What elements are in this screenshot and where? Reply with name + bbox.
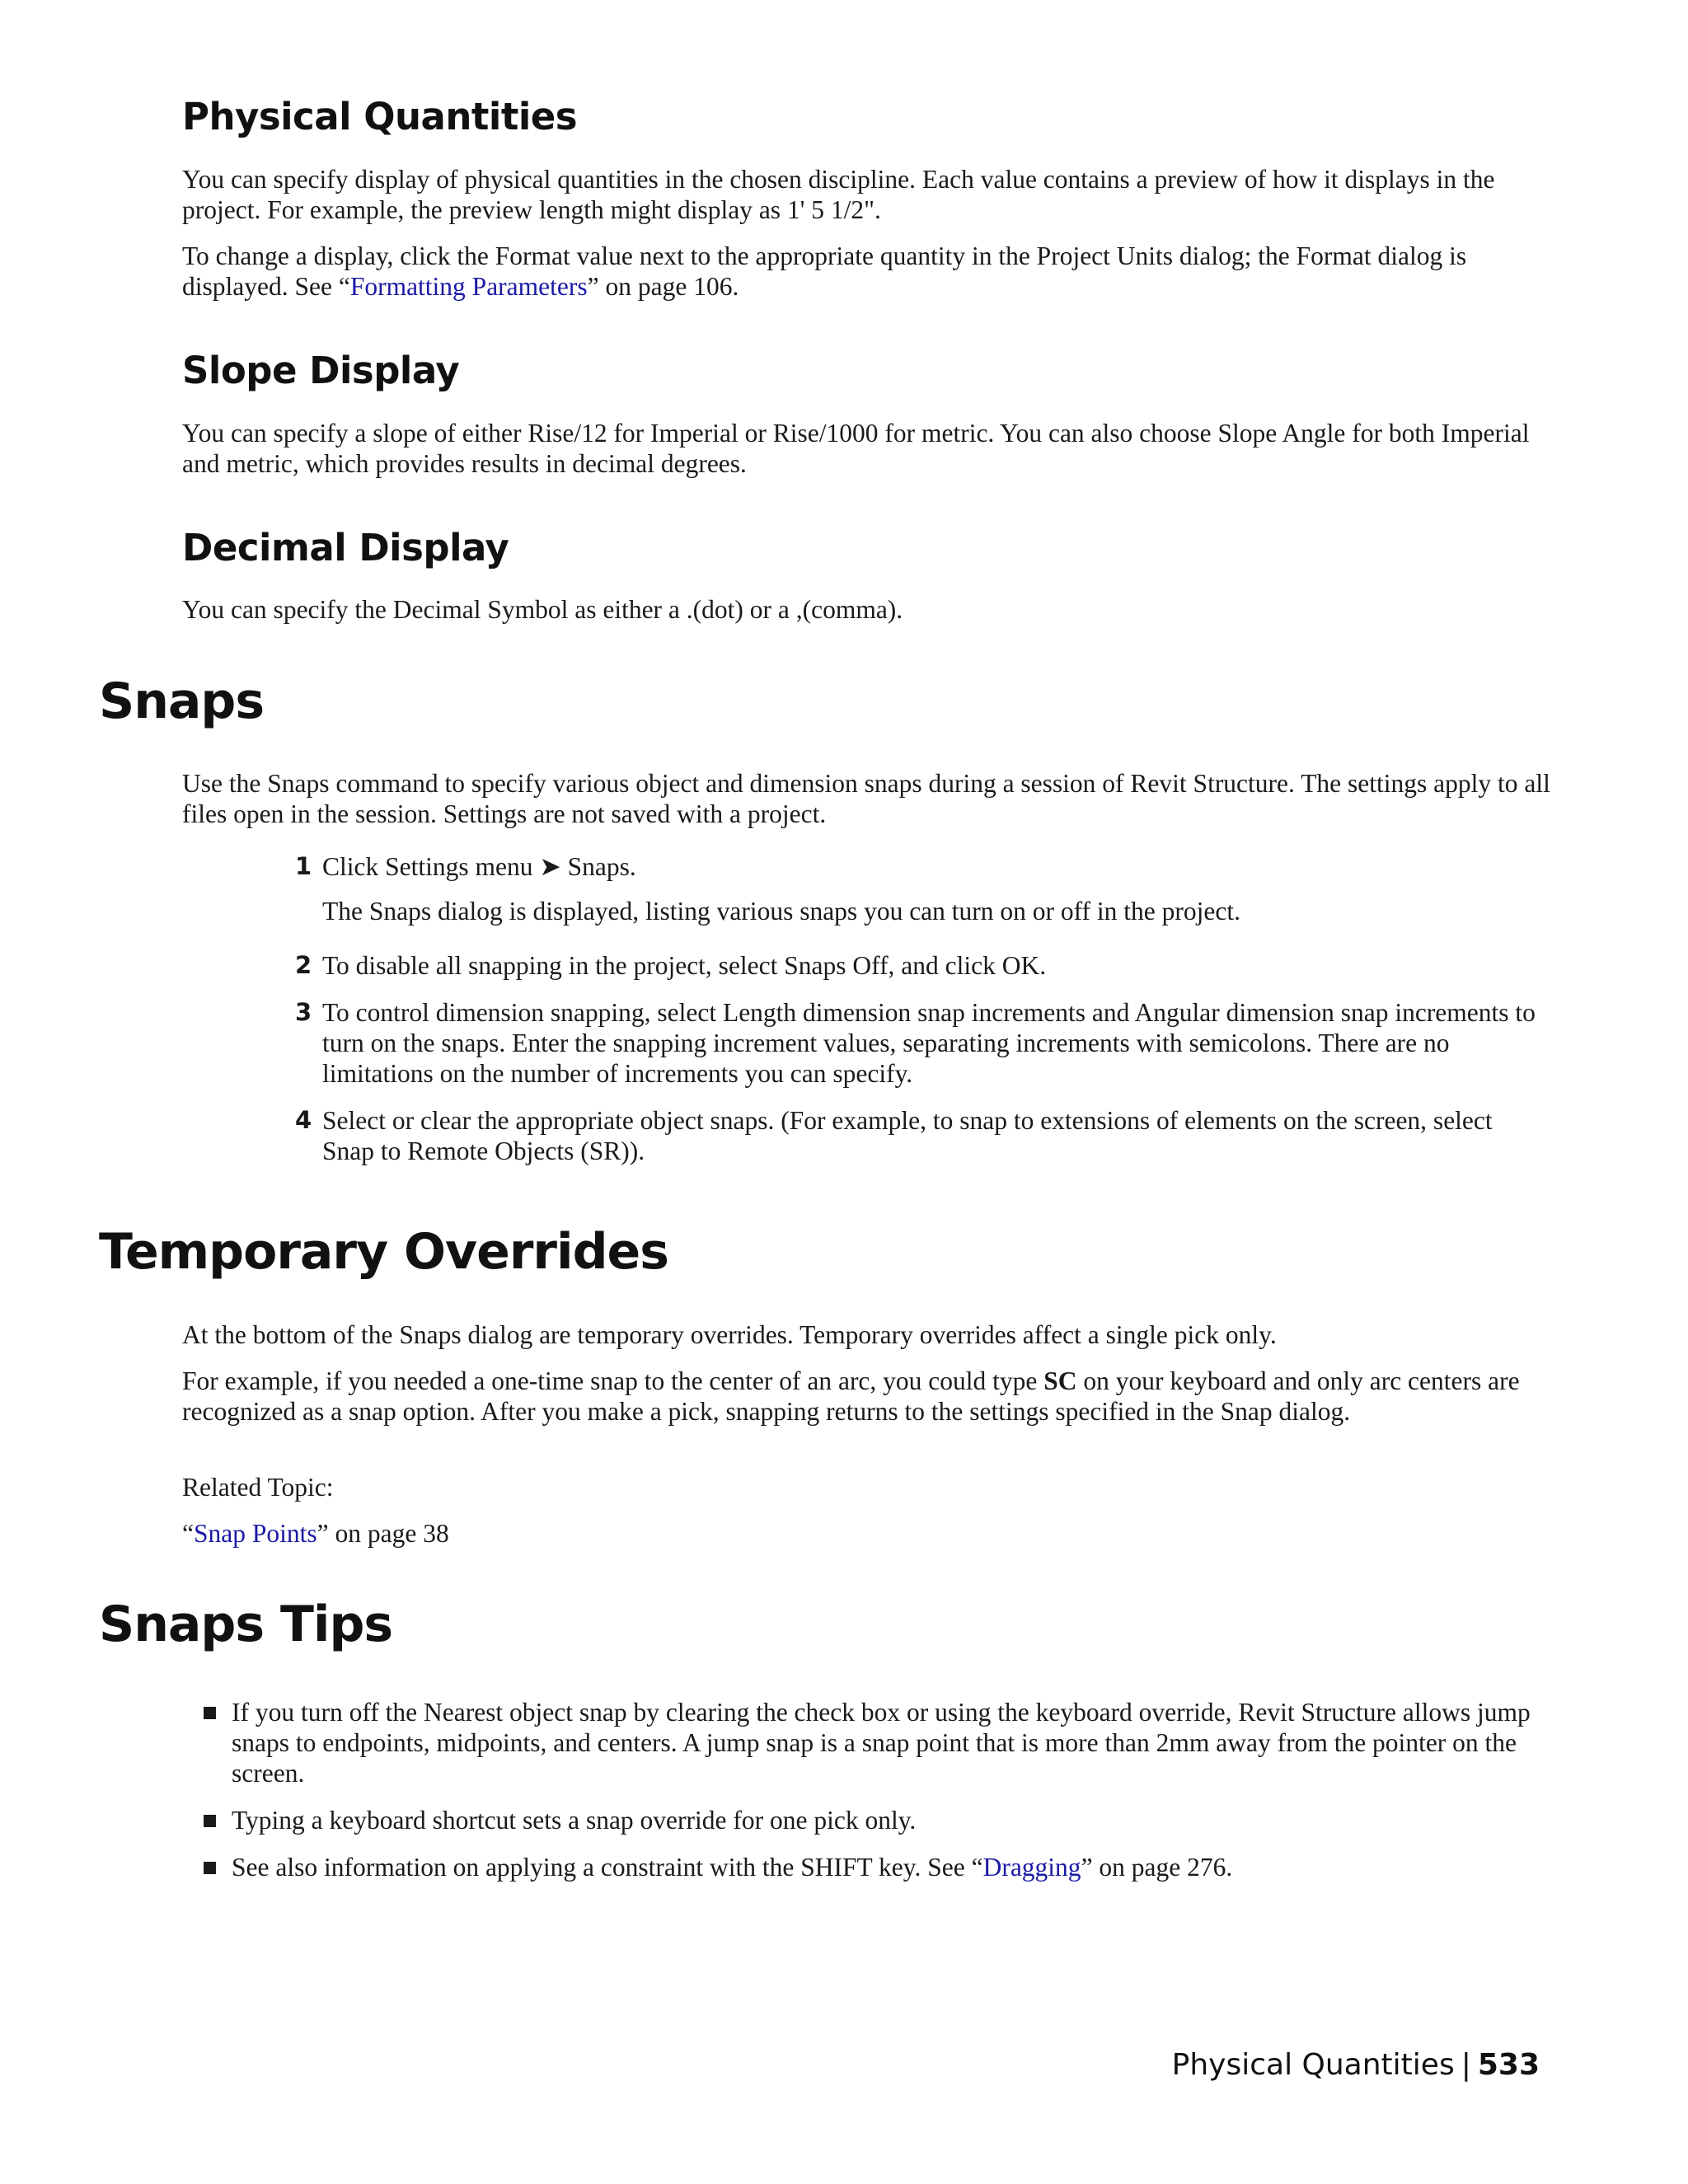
footer-section-title: Physical Quantities: [1171, 2048, 1455, 2082]
paragraph-related-topic: Related Topic:: [182, 1473, 334, 1502]
step-4: [295, 1105, 1548, 1166]
paragraph-decimal-display: You can specify the Decimal Symbol as either a .(dot) or a ,(comma).: [182, 595, 903, 624]
bullet-text: Typing a keyboard shortcut sets a snap override for one pick only.: [232, 1806, 917, 1835]
paragraph-physical-quantities-2: [182, 241, 1550, 302]
bullet-item-2: [204, 1805, 1555, 1835]
text-segment: “: [182, 1519, 194, 1548]
step-2: [295, 950, 1548, 981]
heading-snaps: Snaps: [99, 673, 265, 730]
heading-decimal-display: Decimal Display: [182, 526, 509, 569]
heading-physical-quantities: Physical Quantities: [182, 95, 578, 138]
step-note: The Snaps dialog is displayed, listing various snaps you can turn on or off in the project.: [322, 897, 1240, 926]
step-1: [295, 851, 1548, 926]
page-footer: [1172, 2048, 1540, 2082]
bullet-square-icon: [204, 1707, 216, 1719]
keyboard-shortcut-sc: SC: [1043, 1366, 1077, 1395]
heading-snaps-tips: Snaps Tips: [99, 1596, 393, 1653]
paragraph-overrides-2: [182, 1366, 1550, 1427]
bullet-text: If you turn off the Nearest object snap by clearing the check box or using the keyboard override, Revit Structure allows jump snaps to endpoints, midpoints, and centers. A jump snap is a snap point that is more than 2mm away from the pointer on the screen.: [232, 1698, 1531, 1788]
paragraph-snaps: Use the Snaps command to specify various object and dimension snaps during a session of Revit Structure. The settings apply to all files open in the session. Settings are not saved with a project.: [182, 769, 1550, 828]
link-formatting-parameters[interactable]: Formatting Parameters: [349, 272, 588, 301]
step-number: 3: [295, 998, 312, 1026]
text-segment: ” on page 276.: [1081, 1853, 1233, 1882]
step-text: Click Settings menu ➤ Snaps.: [322, 852, 636, 881]
text-segment: ” on page 106.: [587, 272, 739, 301]
step-number: 2: [295, 951, 312, 979]
step-text: Select or clear the appropriate object snaps. (For example, to snap to extensions of elements on the screen, select Snap to Remote Objects (SR)).: [322, 1106, 1493, 1165]
step-text: To control dimension snapping, select Length dimension snap increments and Angular dimension snap increments to turn on the snaps. Enter the snapping increment values, separating increments with semicolons. There are no limitations on the number of increments you can specify.: [322, 998, 1536, 1088]
step-number: 1: [295, 852, 312, 880]
bullet-text: [232, 1852, 1555, 1882]
heading-temporary-overrides: Temporary Overrides: [99, 1223, 668, 1281]
footer-separator: |: [1461, 2048, 1471, 2082]
text-segment: For example, if you needed a one-time snap to the center of an arc, you could type: [182, 1366, 1044, 1395]
paragraph-physical-quantities-1: You can specify display of physical quantities in the chosen discipline. Each value contains a preview of how it displays in the project. For example, the preview length might display as 1' 5 1/2".: [182, 165, 1495, 224]
bullet-square-icon: [204, 1815, 216, 1827]
text-segment: To change a display, click the Format value next to the appropriate quantity in the Project Units dialog; the Format dialog is displayed. See “: [182, 241, 1467, 301]
step-number: 4: [295, 1106, 312, 1134]
paragraph-related-reference: [182, 1518, 1550, 1549]
text-segment: See also information on applying a constraint with the SHIFT key. See “: [232, 1853, 983, 1882]
heading-slope-display: Slope Display: [182, 349, 460, 392]
link-dragging[interactable]: Dragging: [982, 1853, 1081, 1882]
bullet-square-icon: [204, 1862, 216, 1874]
step-text: To disable all snapping in the project, select Snaps Off, and click OK.: [322, 951, 1047, 980]
step-3: [295, 997, 1548, 1089]
paragraph-slope-display: You can specify a slope of either Rise/12 for Imperial or Rise/1000 for metric. You can also choose Slope Angle for both Imperial and metric, which provides results in decimal degrees.: [182, 419, 1530, 478]
page-number: 533: [1477, 2048, 1540, 2082]
text-segment: on your keyboard and only arc centers are recognized as a snap option. After you make a pick, snapping returns to the settings specified in the Snap dialog.: [182, 1366, 1520, 1426]
bullet-item-3: [204, 1852, 1555, 1882]
link-snap-points[interactable]: Snap Points: [193, 1519, 317, 1548]
bullet-item-1: [204, 1697, 1555, 1788]
text-segment: ” on page 38: [316, 1519, 449, 1548]
paragraph-overrides-1: At the bottom of the Snaps dialog are temporary overrides. Temporary overrides affect a single pick only.: [182, 1320, 1277, 1349]
